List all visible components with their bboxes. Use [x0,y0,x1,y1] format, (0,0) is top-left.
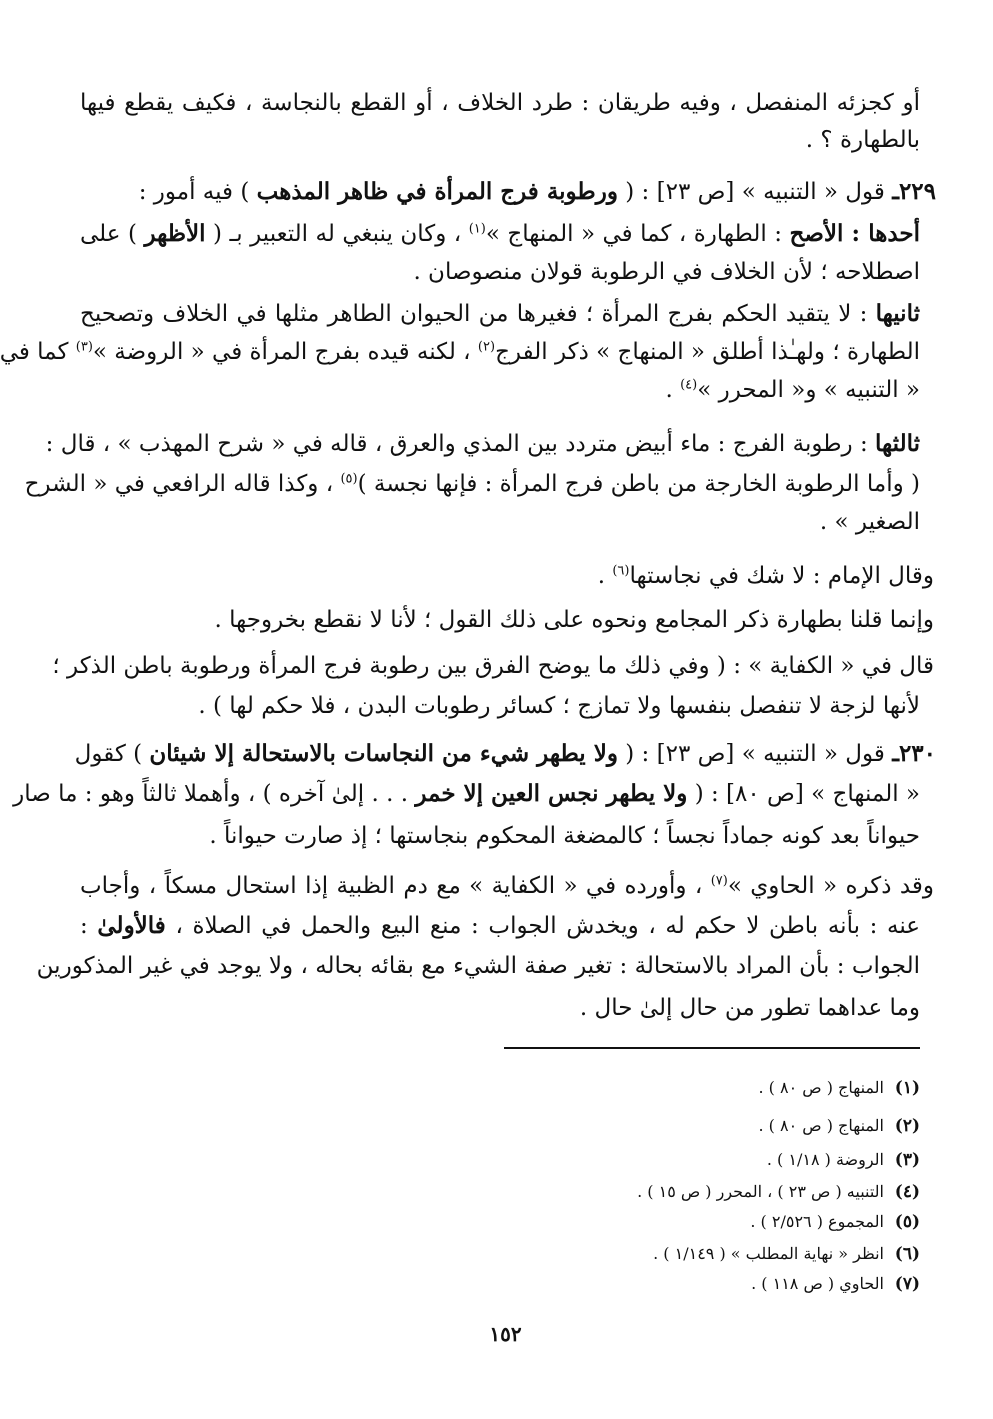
body-text: « المنهاج » [ص ٨٠] : ( [694,781,920,807]
body-text: أو كجزئه المنفصل ، وفيه طريقان : طرد الخلاف ، أو القطع بالنجاسة ، فكيف يقطع فيها [80,90,920,116]
footnote-text: الحاوي ( ص ١١٨ ) . [751,1274,884,1293]
body-line [80,990,920,1026]
entry-230-heading [74,736,936,772]
footnote-ref[interactable]: (٣) [75,339,93,355]
body-text: وقد ذكره « الحاوي » [727,873,935,899]
body-text: ( وأما الرطوبة الخارجة من باطن فرج المرأة : فإنها نجسة ) [357,471,920,497]
footnote [767,1145,920,1175]
footnote-number: (٢) [894,1116,920,1136]
quoted-text: ورطوبة فرج المرأة في ظاهر المذهب [256,178,618,205]
footnote-number: (٣) [894,1150,920,1170]
body-text: كما في [0,339,76,365]
body-text: : لا يتقيد الحكم بفرج المرأة ؛ فغيرها من الحيوان الطاهر مثلها في الخلاف وتصحيح [80,301,868,327]
body-text: بالطهارة ؟ . [805,127,920,153]
footnote-text: المجموع ( ٢/٥٢٦ ) . [750,1212,884,1231]
body-text: ، وأورده في « الكفاية » مع دم الظبية إذا استحال مسكاً ، وأجاب [80,873,703,899]
body-text: : [80,913,98,939]
body-line [80,868,934,904]
body-line [80,818,920,854]
body-line [80,558,934,594]
body-text: ، وكان ينبغي له التعبير بـ ( [205,221,462,247]
quoted-text: ولا يطهر شيء من النجاسات بالاستحالة إلا شيئان [149,740,618,767]
body-line [80,254,920,290]
body-line [80,85,920,121]
footnote-number: (١) [894,1078,920,1098]
footnote-ref[interactable]: (١) [468,221,486,237]
quoted-text: ولا يطهر نجس العين إلا خمر [415,780,688,807]
body-text: وقال الإمام : لا شك في نجاستها [629,563,934,589]
footnote-ref[interactable]: (٥) [340,471,358,487]
body-text: لأنها لزجة لا تنفصل بنفسها ولا تمازج ؛ كسائر رطوبات البدن ، فلا حكم لها ) . [198,693,920,719]
body-line [45,426,920,462]
bold-term: فالأولىٰ [97,912,166,939]
footnote-number: (٦) [894,1244,920,1264]
body-text: ) على [80,221,145,247]
body-line [80,908,920,944]
body-text: « التنبيه » و« المحرر » [697,377,920,403]
body-line [80,372,920,408]
footnote [653,1239,920,1269]
body-text: ) كقول [74,741,143,767]
footnote-divider [504,1047,920,1049]
footnote-ref[interactable]: (٤) [680,377,698,393]
footnote-number: (٧) [894,1274,920,1294]
body-text: الصغير » . [819,509,920,535]
body-text: : رطوبة الفرج : ماء أبيض متردد بين المذي والعرق ، قاله في « شرح المهذب » ، قال : [45,431,868,457]
body-line [80,216,920,252]
body-text: قول « التنبيه » [ص ٢٣] : ( [625,741,885,767]
body-line [80,504,920,540]
point-lead: ثالثها [875,430,920,457]
page-number: ١٥٢ [489,1322,522,1346]
footnote [751,1269,920,1299]
body-text: حيواناً بعد كونه جماداً نجساً ؛ كالمضغة المحكوم بنجاستها ؛ إذ صارت حيواناً . [209,823,920,849]
body-text: . [597,563,613,589]
body-text: قال في « الكفاية » : ( وفي ذلك ما يوضح الفرق بين رطوبة فرج المرأة ورطوبة باطن الذكر ؛ [52,653,934,679]
body-text: ، وكذا قاله الرافعي في « الشرح [24,471,334,497]
bold-term: الأظهر [144,220,206,247]
footnote-ref[interactable]: (٢) [477,339,496,355]
body-text: قول « التنبيه » [ص ٢٣] : ( [625,179,885,205]
footnote [750,1207,920,1237]
body-text: ، لكنه قيده بفرج المرأة في « الروضة » [92,339,471,365]
footnote-text: انظر « نهاية المطلب » ( ١/١٤٩ ) . [653,1244,884,1263]
body-line [24,466,920,502]
body-text: . [665,377,681,403]
body-text: عنه : بأنه باطن لا حكم له ، ويخدش الجواب : منع البيع والحمل في الصلاة ، [175,913,920,939]
footnote [637,1177,920,1207]
body-line [0,334,920,370]
body-text: . . . إلىٰ آخره ) ، وأهملا ثالثاً وهو : ما صار [13,781,409,807]
body-text: اصطلاحه ؛ لأن الخلاف في الرطوبة قولان منصوصان . [413,259,920,285]
footnote-text: المنهاج ( ص ٨٠ ) . [758,1078,884,1097]
footnote-text: المنهاج ( ص ٨٠ ) . [758,1116,884,1135]
footnote-number: (٤) [894,1182,920,1202]
entry-number: ٢٣٠ـ [892,740,936,767]
point-lead: أحدها : الأصح [789,220,921,247]
body-text: ) فيه أمور : [138,179,250,205]
body-line [80,688,920,724]
point-lead: ثانيها [875,300,920,327]
footnote-number: (٥) [894,1212,920,1232]
body-line [80,296,920,332]
footnote [758,1111,920,1141]
body-line [36,948,920,984]
body-line [80,602,934,638]
body-text: : الطهارة ، كما في « المنهاج » [485,221,783,247]
body-line [80,122,920,158]
entry-number: ٢٢٩ـ [892,178,936,205]
entry-229-heading [80,174,936,210]
body-text: الجواب : بأن المراد بالاستحالة : تغير صفة الشيء مع بقائه بحاله ، ولا يوجد في غير المذكورين [36,953,920,979]
body-text: وإنما قلنا بطهارة ذكر المجامع ونحوه على ذلك القول ؛ لأنا لا نقطع بخروجها . [214,607,934,633]
footnote [758,1073,920,1103]
body-line [13,776,920,812]
footnote-ref[interactable]: (٧) [710,873,728,889]
footnote-text: الروضة ( ١/١٨ ) . [766,1150,884,1169]
footnote-text: التنبيه ( ص ٢٣ ) ، المحرر ( ص ١٥ ) . [637,1182,884,1201]
footnote-ref[interactable]: (٦) [612,563,630,579]
body-text: الطهارة ؛ ولهـٰذا أطلق « المنهاج » ذكر الفرج [495,339,920,365]
body-text: وما عداهما تطور من حال إلىٰ حال . [579,995,920,1021]
body-line [52,648,934,684]
